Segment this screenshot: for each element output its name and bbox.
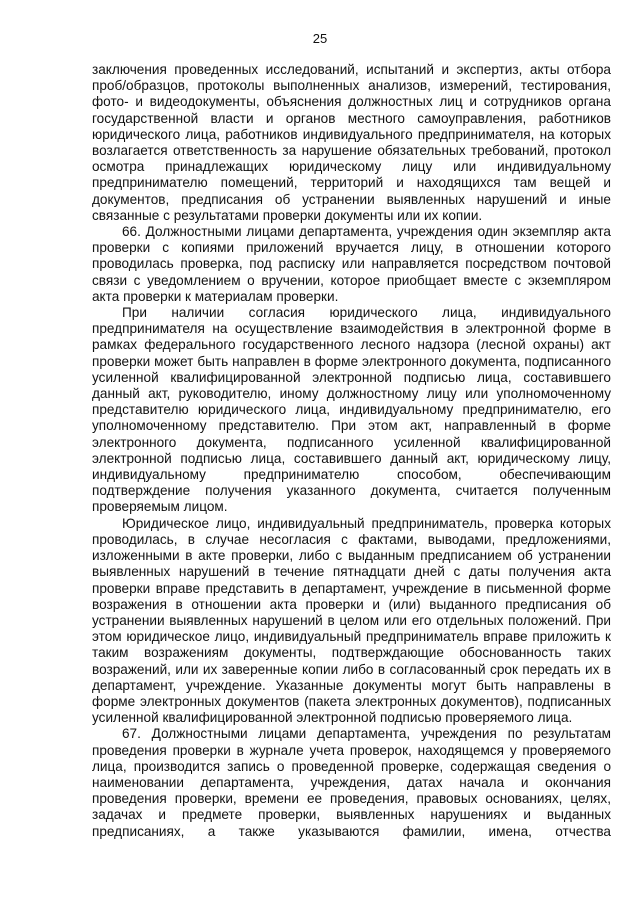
- document-body: [92, 62, 611, 840]
- paragraph-66: 66. Должностными лицами департамента, учреждения один экземпляр акта проверки с копиями приложений вручается лицу, в отношении которого проводилась проверка, под расписку или направляется посредством почтовой связи с уведомлением о вручении, которое приобщает вместе с экземпляром акта проверки к материалам проверки.: [92, 224, 611, 304]
- paragraph-documents-list: заключения проведенных исследований, испытаний и экспертиз, акты отбора проб/образцов, протоколы выполненных анализов, измерений, тестирования, фото- и видеодокументы, объяснения должностных лиц и сотрудников органа государственной власти и органов местного самоуправления, работников юридического лица, работников индивидуального предпринимателя, на которых возлагается ответственность за нарушение обязательных требований, протокол осмотра принадлежащих юридическому лицу или индивидуальному предпринимателю помещений, территорий и находящихся там вещей и документов, предписания об устранении выявленных нарушений и иные связанные с результатами проверки документы или их копии.: [92, 62, 611, 223]
- paragraph-67: 67. Должностными лицами департамента, учреждения по результатам проведения проверки в журнале учета проверок, находящемся у проверяемого лица, производится запись о проведенной проверке, содержащая сведения о наименовании департамента, учреждения, датах начала и окончания проведения проверки, времени ее проведения, правовых основаниях, целях, задачах и предмете проверки, выявленных нарушениях и выданных предписаниях, а также указываются фамилии, имена, отчества: [92, 726, 611, 839]
- page-number: 25: [312, 31, 328, 46]
- paragraph-electronic-form: При наличии согласия юридического лица, индивидуального предпринимателя на осуществление взаимодействия в электронной форме в рамках федерального государственного лесного надзора (лесной охраны) акт проверки может быть направлен в форме электронного документа, подписанного усиленной квалифицированной электронной подписью лица, составившего данный акт, руководителю, иному должностному лицу или уполномоченному представителю юридического лица, индивидуальному предпринимателю, его уполномоченному представителю. При этом акт, направленный в форме электронного документа, подписанного усиленной квалифицированной электронной подписью лица, составившего данный акт, юридическому лицу, индивидуальному предпринимателю способом, обеспечивающим подтверждение получения указанного документа, считается полученным проверяемым лицом.: [92, 305, 611, 515]
- paragraph-objections: Юридическое лицо, индивидуальный предприниматель, проверка которых проводилась, в случае несогласия с фактами, выводами, предложениями, изложенными в акте проверки, либо с выданным предписанием об устранении выявленных нарушений в течение пятнадцати дней с даты получения акта проверки вправе представить в департамент, учреждение в письменной форме возражения в отношении акта проверки и (или) выданного предписания об устранении выявленных нарушений в целом или его отдельных положений. При этом юридическое лицо, индивидуальный предприниматель вправе приложить к таким возражениям документы, подтверждающие обоснованность таких возражений, или их заверенные копии либо в согласованный срок передать их в департамент, учреждение. Указанные документы могут быть направлены в форме электронных документов (пакета электронных документов), подписанных усиленной квалифицированной электронной подписью проверяемого лица.: [92, 515, 611, 726]
